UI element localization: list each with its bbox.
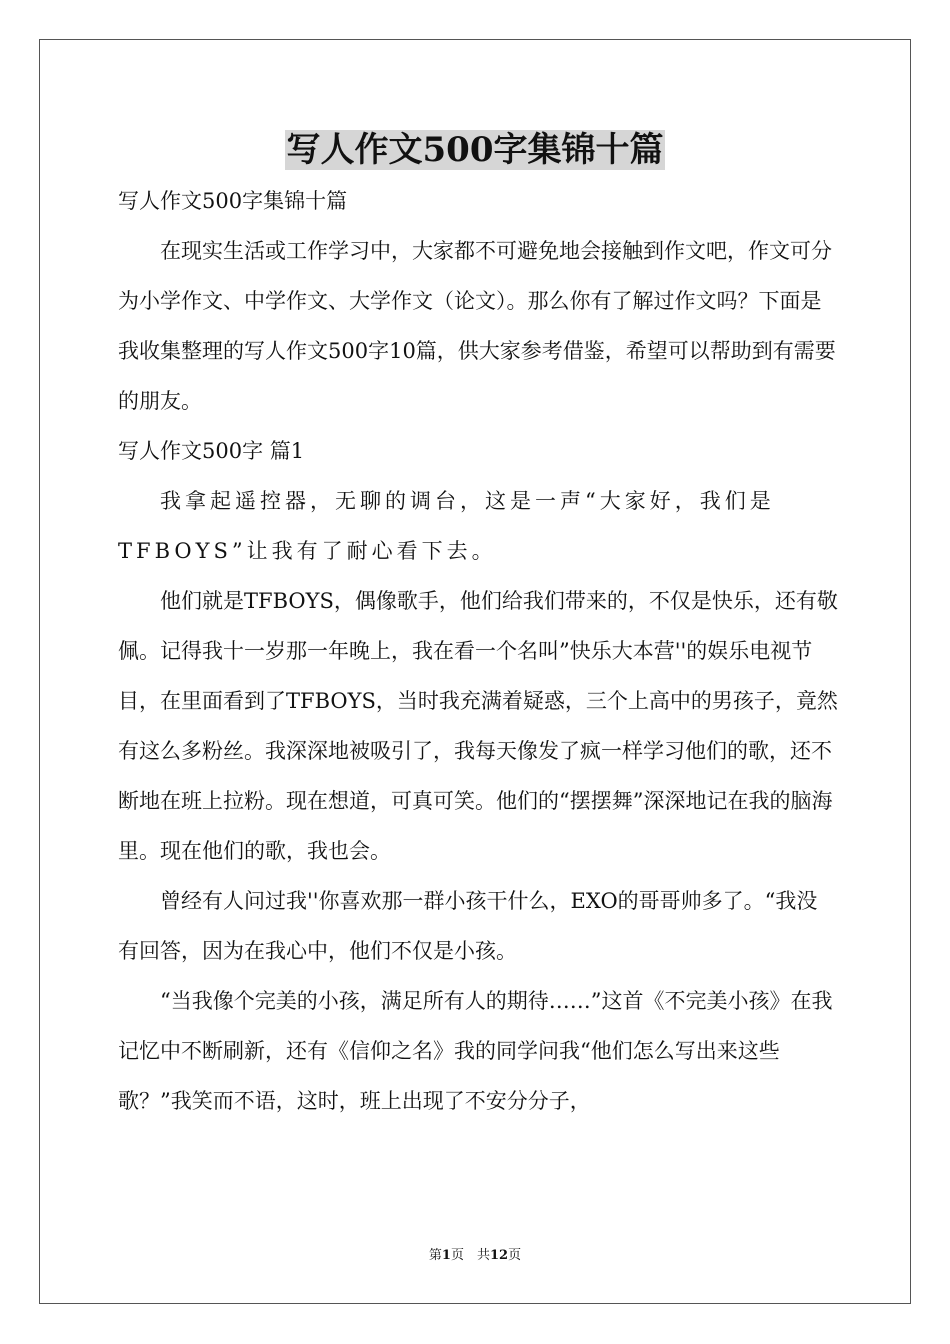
footer-middle: 页 共 — [450, 1248, 490, 1263]
footer-prefix: 第 — [428, 1248, 442, 1263]
body-paragraph: 曾经有人问过我''你喜欢那一群小孩干什么，EXO的哥哥帅多了。“我没有回答，因为在我心中，他们不仅是小孩。 — [118, 889, 818, 963]
footer-suffix: 页 — [508, 1248, 522, 1263]
subtitle-paragraph: 写人作文500字集锦十篇 — [118, 189, 348, 213]
total-page-number: 12 — [489, 1248, 509, 1263]
body-paragraph: 我拿起遥控器，无聊的调台，这是一声“大家好，我们是TFBOYS”让我有了耐心看下去。 — [118, 489, 775, 563]
page-footer — [0, 1246, 950, 1266]
section-heading: 写人作文500字 篇1 — [118, 439, 305, 463]
document-body — [118, 176, 838, 1126]
document-title — [0, 126, 950, 174]
body-paragraph: 他们就是TFBOYS，偶像歌手，他们给我们带来的，不仅是快乐，还有敬佩。记得我十一岁那一年晚上，我在看一个名叫”快乐大本营''的娱乐电视节目，在里面看到了TFBOYS，当时我充满着疑惑，三个上高中的男孩子，竟然有这么多粉丝。我深深地被吸引了，我每天像发了疯一样学习他们的歌，还不断地在班上拉粉。现在想道，可真可笑。他们的“摆摆舞”深深地记在我的脑海里。现在他们的歌，我也会。 — [118, 589, 838, 863]
document-title-text: 写人作文500字集锦十篇 — [286, 130, 664, 170]
intro-paragraph: 在现实生活或工作学习中，大家都不可避免地会接触到作文吧，作文可分为小学作文、中学作文、大学作文（论文）。那么你有了解过作文吗？下面是我收集整理的写人作文500字10篇，供大家参考借鉴，希望可以帮助到有需要的朋友。 — [118, 239, 836, 413]
current-page-number: 1 — [441, 1248, 451, 1263]
body-paragraph: “当我像个完美的小孩，满足所有人的期待……”这首《不完美小孩》在我记忆中不断刷新，还有《信仰之名》我的同学问我“他们怎么写出来这些歌？”我笑而不语，这时，班上出现了不安分分子， — [118, 989, 833, 1113]
